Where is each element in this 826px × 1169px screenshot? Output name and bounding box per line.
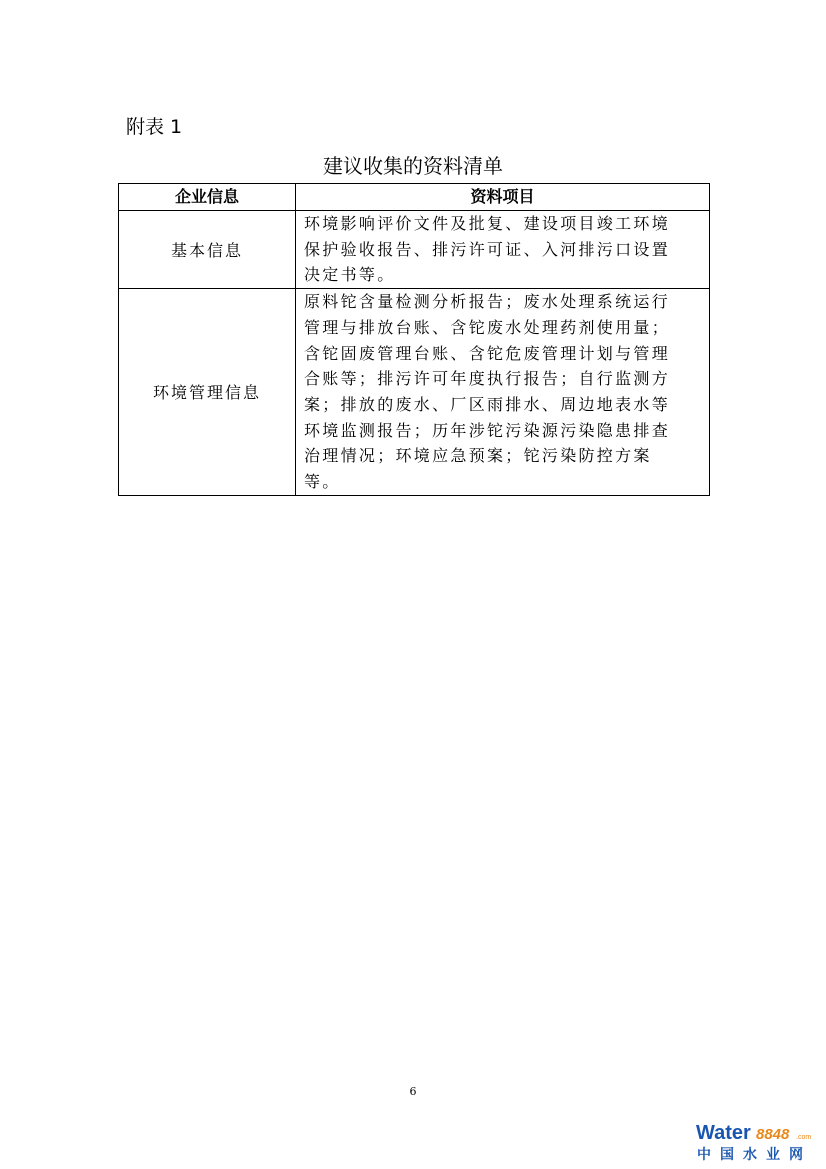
header-enterprise-info: 企业信息 xyxy=(119,184,296,211)
table-header-row xyxy=(119,184,710,211)
item-line: 保护验收报告、排污许可证、入河排污口设置 xyxy=(304,239,671,259)
row-category-basic-info: 基本信息 xyxy=(119,211,296,289)
appendix-label: 附表 1 xyxy=(126,116,183,138)
watermark-brand-domain: .com xyxy=(796,1134,812,1141)
item-line: 案；排放的废水、厂区雨排水、周边地表水等 xyxy=(304,394,671,414)
header-data-items: 资料项目 xyxy=(296,184,710,211)
watermark-brand-number: 8848 xyxy=(756,1126,790,1143)
watermark-brand-word: Water xyxy=(696,1122,751,1144)
table-title: 建议收集的资料清单 xyxy=(323,154,503,178)
item-line: 决定书等。 xyxy=(304,265,396,285)
item-line: 合账等；排污许可年度执行报告；自行监测方 xyxy=(304,369,671,389)
item-line: 环境影响评价文件及批复、建设项目竣工环境 xyxy=(304,214,671,233)
item-line: 等。 xyxy=(304,472,341,492)
item-line: 含铊固废管理台账、含铊危废管理计划与管理 xyxy=(304,343,671,363)
item-line: 管理与排放台账、含铊废水处理药剂使用量； xyxy=(304,317,671,337)
info-table xyxy=(118,183,710,496)
table-row xyxy=(119,289,710,496)
row-items-env-management xyxy=(296,289,710,496)
item-line: 治理情况；环境应急预案；铊污染防控方案 xyxy=(304,446,652,466)
table-row xyxy=(119,211,710,289)
item-line: 环境监测报告；历年涉铊污染源污染隐患排查 xyxy=(304,420,671,440)
row-items-basic-info xyxy=(296,211,710,289)
watermark-logo xyxy=(696,1120,818,1164)
row-category-env-management: 环境管理信息 xyxy=(119,289,296,496)
watermark-brand-sub: 中国水业网 xyxy=(697,1147,812,1163)
item-line: 原料铊含量检测分析报告；废水处理系统运行 xyxy=(304,292,671,312)
page-number: 6 xyxy=(409,1085,417,1098)
